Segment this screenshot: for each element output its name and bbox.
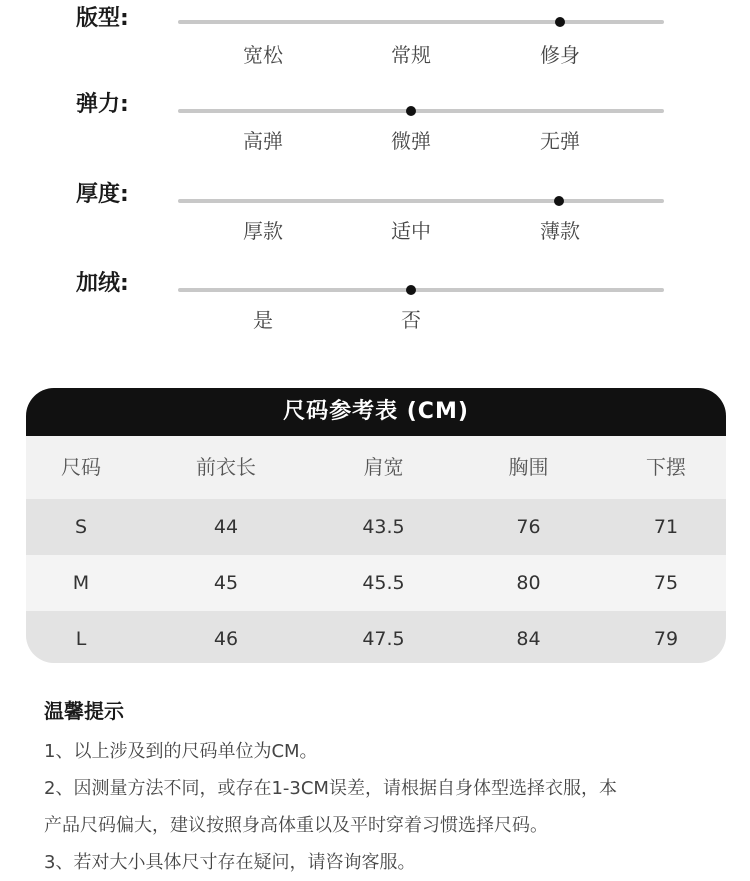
table-row <box>26 611 726 663</box>
attr-option: 无弹 <box>540 129 580 153</box>
attr-indicator-dot <box>555 17 565 27</box>
attr-row-fleece <box>0 269 750 339</box>
table-cell: 76 <box>516 516 541 538</box>
table-cell: 46 <box>213 628 239 650</box>
size-table-header <box>26 436 726 499</box>
attr-label: 弹力: <box>76 92 129 117</box>
attr-indicator-dot <box>406 285 416 295</box>
attr-track <box>178 288 664 292</box>
table-row <box>26 499 726 555</box>
attr-option: 厚款 <box>243 219 283 243</box>
tips-title: 温馨提示 <box>44 699 124 723</box>
header-cell: 胸围 <box>508 455 549 479</box>
attr-track <box>178 20 664 24</box>
attr-track <box>178 109 664 113</box>
attr-option: 适中 <box>391 219 431 243</box>
table-row <box>26 555 726 611</box>
attr-option: 常规 <box>391 43 431 67</box>
table-cell: 47.5 <box>362 628 405 650</box>
tip-line: 2、因测量方法不同，或存在1-3CM误差，请根据自身体型选择衣服，本 <box>44 778 617 799</box>
attr-label: 厚度: <box>76 182 129 207</box>
table-cell: 45 <box>213 572 239 594</box>
attr-track <box>178 199 664 203</box>
attr-label: 版型: <box>76 6 129 31</box>
table-cell: 75 <box>653 572 679 594</box>
header-cell: 肩宽 <box>363 455 404 479</box>
attr-option: 微弹 <box>391 129 431 153</box>
table-cell: L <box>75 628 87 650</box>
tips-section <box>44 697 724 881</box>
header-cell: 下摆 <box>646 455 686 479</box>
attr-indicator-dot <box>406 106 416 116</box>
attr-row-fit <box>0 4 750 74</box>
table-cell: 43.5 <box>362 516 405 538</box>
attr-option: 否 <box>401 308 421 332</box>
attr-option: 是 <box>253 308 273 332</box>
header-cell: 尺码 <box>61 455 101 479</box>
table-cell: 79 <box>653 628 679 650</box>
attr-option: 修身 <box>540 43 580 67</box>
attr-row-thickness <box>0 180 750 250</box>
table-cell: S <box>74 516 88 538</box>
attr-label: 加绒: <box>76 271 129 296</box>
attr-option: 高弹 <box>243 129 283 153</box>
table-cell: 44 <box>213 516 239 538</box>
table-cell: 71 <box>653 516 679 538</box>
attr-row-elasticity <box>0 90 750 160</box>
table-cell: M <box>72 572 90 594</box>
table-cell: 80 <box>516 572 541 594</box>
attr-indicator-dot <box>554 196 564 206</box>
attr-option: 宽松 <box>243 43 283 67</box>
table-cell: 45.5 <box>362 572 405 594</box>
table-cell: 84 <box>516 628 541 650</box>
tip-line: 1、以上涉及到的尺码单位为CM。 <box>44 741 318 762</box>
size-table-title: 尺码参考表 (CM) <box>26 388 726 436</box>
header-cell: 前衣长 <box>196 455 256 479</box>
attr-option: 薄款 <box>540 219 580 243</box>
tip-line: 产品尺码偏大，建议按照身高体重以及平时穿着习惯选择尺码。 <box>44 815 548 836</box>
size-table <box>26 388 726 663</box>
tip-line: 3、若对大小具体尺寸存在疑问，请咨询客服。 <box>44 852 416 873</box>
